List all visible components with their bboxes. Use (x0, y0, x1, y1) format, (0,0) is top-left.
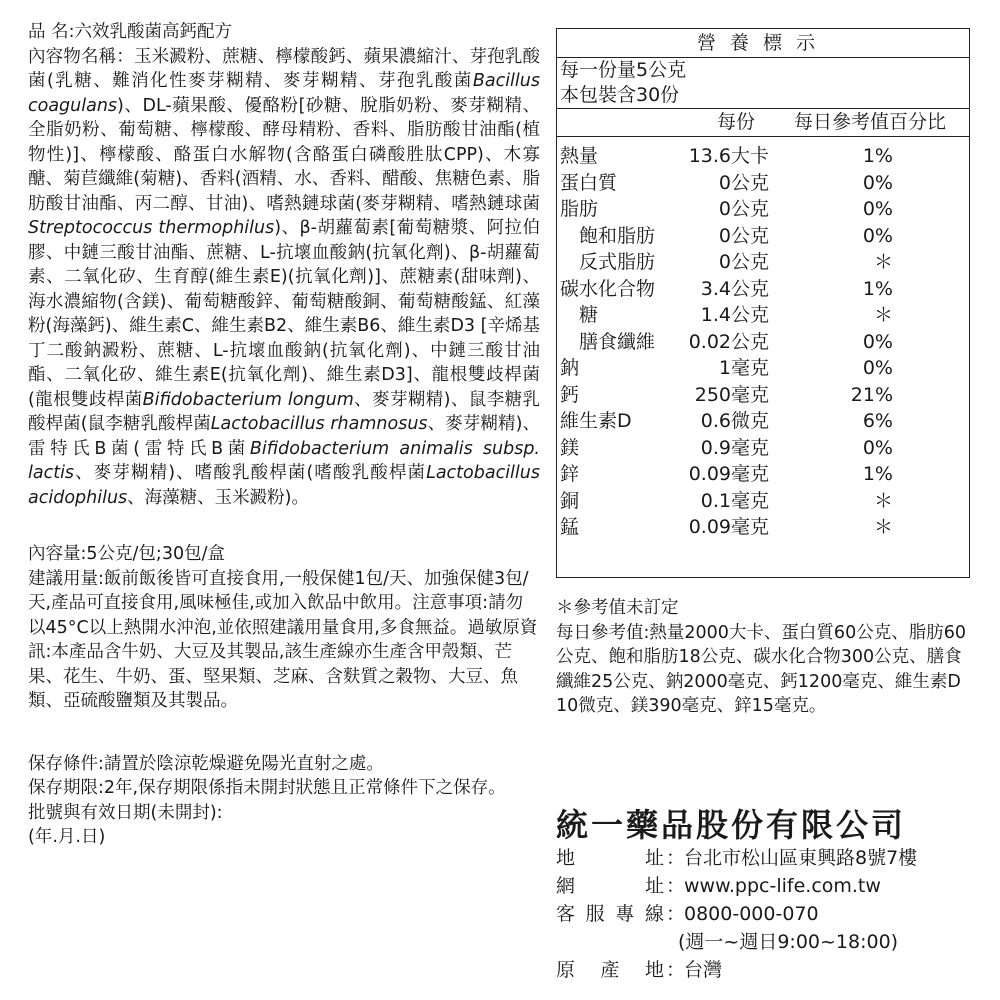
nutrient-daily-value: ＊ (873, 516, 893, 538)
nutrient-daily-value: 0% (862, 198, 893, 220)
nutrient-name: 反式脂肪 (579, 251, 656, 273)
servings-per-package: 本包裝含30份 (557, 83, 969, 109)
nutrient-amount: 0公克 (718, 224, 769, 247)
daily-value-header: 每日參考值百分比 (794, 111, 947, 133)
nutrient-daily-value: 0% (862, 357, 893, 379)
colon: ： (666, 847, 686, 869)
nutrition-row (557, 170, 969, 197)
nutrient-amount: 0公克 (718, 251, 769, 273)
nutrition-row (557, 408, 969, 435)
address-value: 台北市松山區東興路8號7樓 (684, 847, 918, 869)
nutrition-row (557, 196, 969, 223)
nutrient-daily-value: 0% (862, 330, 893, 353)
company-contact (556, 844, 976, 984)
nutrition-row (557, 514, 969, 541)
origin-value: 台灣 (684, 959, 723, 981)
nutrient-name: 蛋白質 (560, 171, 618, 194)
daily-reference: 每日參考值:熱量2000大卡、蛋白質60公克、脂肪60公克、飽和脂肪18公克、碳水化合物300公克、膳食纖維25公克、鈉2000毫克、鈣1200毫克、維生素D 10微克、鎂390毫克、鋅15毫克。 (556, 622, 966, 716)
nutrition-row (557, 223, 969, 250)
website-row (556, 872, 976, 900)
nutrition-row (557, 488, 969, 515)
storage-conditions: 保存條件:請置於陰涼乾燥避免陽光直射之處。 (28, 753, 384, 774)
nutrient-name: 鎂 (560, 436, 580, 459)
ingredients-list: 內容物名稱：玉米澱粉、蔗糖、檸檬酸鈣、蘋果濃縮汁、芽孢乳酸菌(乳糖、難消化性麥芽糊精、麥芽糊精、芽孢乳酸菌Bacillus coagulans)、DL-蘋果酸、優酪粉[砂糖、脫脂奶粉、麥芽糊精、全脂奶粉、葡萄糖、檸檬酸、酵母精粉、香料、脂肪酸甘油酯(植物性)]、檸檬酸、酪蛋白水解物(含酪蛋白磷酸胜肽CPP)、木寡醣、菊苣纖維(菊糖)、香料(酒精、水、香料、醋酸、焦糖色素、脂肪酸甘油酯、丙二醇、甘油)、嗜熱鏈球菌(麥芽糊精、嗜熱鏈球菌Streptococcus thermophilus)、β-胡蘿蔔素[葡萄糖漿、阿拉伯膠、中鏈三酸甘油酯、蔗糖、L-抗壞血酸鈉(抗氧化劑)、β-胡蘿蔔素、二氧化矽、生育醇(維生素E)(抗氧化劑)]、蔗糖素(甜味劑)、海水濃縮物(含鎂)、葡萄糖酸鋅、葡萄糖酸銅、葡萄糖酸錳、紅藻粉(海藻鈣)、維生素C、維生素B2、維生素B6、維生素D3 [辛烯基丁二酸鈉澱粉、蔗糖、L-抗壞血酸鈉(抗氧化劑)、中鏈三酸甘油酯、二氧化矽、維生素E(抗氧化劑)、維生素D3]、龍根雙歧桿菌(龍根雙歧桿菌Bifidobacterium longum、麥芽糊精)、鼠李糖乳酸桿菌(鼠李糖乳酸桿菌Lactobacillus rhamnosus、麥芽糊精)、雷特氏B菌(雷特氏B菌Bifidobacterium animalis subsp. lactis、麥芽糊精)、嗜酸乳酸桿菌(嗜酸乳酸桿菌Lactobacillus acidophilus、海藻糖、玉米澱粉)。 (28, 46, 540, 508)
footnote: ＊參考值未訂定 (556, 598, 679, 618)
nutrient-amount: 0.9毫克 (700, 436, 769, 459)
serving-size: 每一份量5公克 (560, 59, 687, 81)
origin-row (556, 956, 976, 984)
nutrition-facts-table (556, 28, 970, 578)
nutrient-amount: 0.1毫克 (700, 489, 769, 512)
nutrient-daily-value: ＊ (873, 251, 893, 273)
nutrient-amount: 0.09毫克 (688, 463, 769, 485)
usage-instructions: 建議用量:飯前飯後皆可直接食用,一般保健1包/天、加強保健3包/天,產品可直接食用,風味極佳,或加入飲品中飲用。注意事項:請勿以45°C以上熱開水沖泡,並依照建議用量食用,多食無益。過敏原資訊:本產品含牛奶、大豆及其製品,該生產線亦生產含甲殼類、芒果、花生、牛奶、蛋、堅果類、芝麻、含麩質之穀物、大豆、魚類、亞硫酸鹽類及其製品。 (28, 568, 538, 711)
net-content: 內容量:5公克/包;30包/盒 (28, 544, 225, 564)
nutrient-amount: 3.4公克 (700, 277, 769, 300)
nutrient-name: 維生素D (560, 410, 632, 432)
service-hours: (週一~週日9:00~18:00) (678, 931, 899, 953)
nutrient-amount: 0.6微克 (700, 410, 769, 432)
company-name: 統一藥品股份有限公司 (556, 806, 907, 844)
nutrient-amount: 0公克 (718, 198, 769, 220)
nutrition-row (557, 276, 969, 303)
batch-label: 批號與有效日期(未開封): (28, 802, 223, 823)
nutrition-row (557, 461, 969, 488)
website-label: 網 址 (556, 875, 664, 897)
nutrient-name: 銅 (560, 489, 580, 512)
hours-row (556, 928, 976, 956)
nutrient-amount: 13.6大卡 (688, 145, 769, 167)
per-serving-header: 每份 (717, 111, 756, 133)
nutrition-row (557, 435, 969, 462)
nutrient-amount: 1.4公克 (700, 304, 769, 326)
nutrition-row (557, 382, 969, 409)
nutrition-row (557, 329, 969, 356)
nutrient-daily-value: 21% (850, 383, 893, 406)
date-format: (年.月.日) (28, 827, 106, 847)
nutrient-name: 錳 (560, 516, 580, 538)
nutrient-name: 脂肪 (560, 198, 599, 220)
nutrition-row (557, 355, 969, 382)
nutrient-name: 膳食纖維 (579, 330, 656, 353)
nutrition-row (557, 302, 969, 329)
nutrient-name: 碳水化合物 (560, 277, 656, 300)
nutrient-daily-value: 6% (862, 410, 893, 432)
nutrient-name: 糖 (579, 304, 599, 326)
address-label: 地 址 (556, 847, 664, 869)
nutrient-daily-value: 1% (862, 463, 893, 485)
nutrient-daily-value: ＊ (873, 304, 893, 326)
nutrient-amount: 1毫克 (718, 357, 769, 379)
product-info-column (28, 20, 540, 850)
colon: ： (666, 959, 686, 981)
colon: ： (666, 903, 686, 925)
website-value: www.ppc-life.com.tw (684, 875, 881, 897)
hotline-label: 客 服 專 線 (556, 903, 664, 925)
nutrition-row (557, 143, 969, 170)
nutrient-name: 飽和脂肪 (579, 224, 656, 247)
nutrient-amount: 0.09毫克 (688, 516, 769, 538)
hotline-row (556, 900, 976, 928)
nutrition-notes (556, 596, 974, 719)
hotline-value: 0800-000-070 (684, 903, 819, 925)
nutrient-daily-value: 0% (862, 436, 893, 459)
nutrient-amount: 250毫克 (694, 383, 769, 406)
nutrition-row (557, 249, 969, 276)
nutrient-name: 鈣 (560, 383, 580, 406)
nutrient-daily-value: 1% (862, 145, 893, 167)
product-name: 品 名:六效乳酸菌高鈣配方 (28, 22, 232, 42)
nutrient-amount: 0公克 (718, 171, 769, 194)
nutrition-title: 營養標示 (557, 29, 969, 58)
nutrient-daily-value: 0% (862, 224, 893, 247)
nutrition-rows (557, 137, 969, 541)
nutrient-name: 鋅 (560, 463, 580, 485)
nutrient-daily-value: 0% (862, 171, 893, 194)
nutrition-header-row (557, 109, 969, 137)
colon: ： (666, 875, 686, 897)
nutrient-daily-value: ＊ (873, 489, 893, 512)
origin-label: 原 產 地 (556, 959, 664, 981)
shelf-life: 保存期限:2年,保存期限係指未開封狀態且正常條件下之保存。 (28, 778, 506, 798)
nutrient-daily-value: 1% (862, 277, 893, 300)
nutrient-name: 鈉 (560, 357, 580, 379)
address-row (556, 844, 976, 872)
nutrient-amount: 0.02公克 (688, 330, 769, 353)
nutrient-name: 熱量 (560, 145, 599, 167)
